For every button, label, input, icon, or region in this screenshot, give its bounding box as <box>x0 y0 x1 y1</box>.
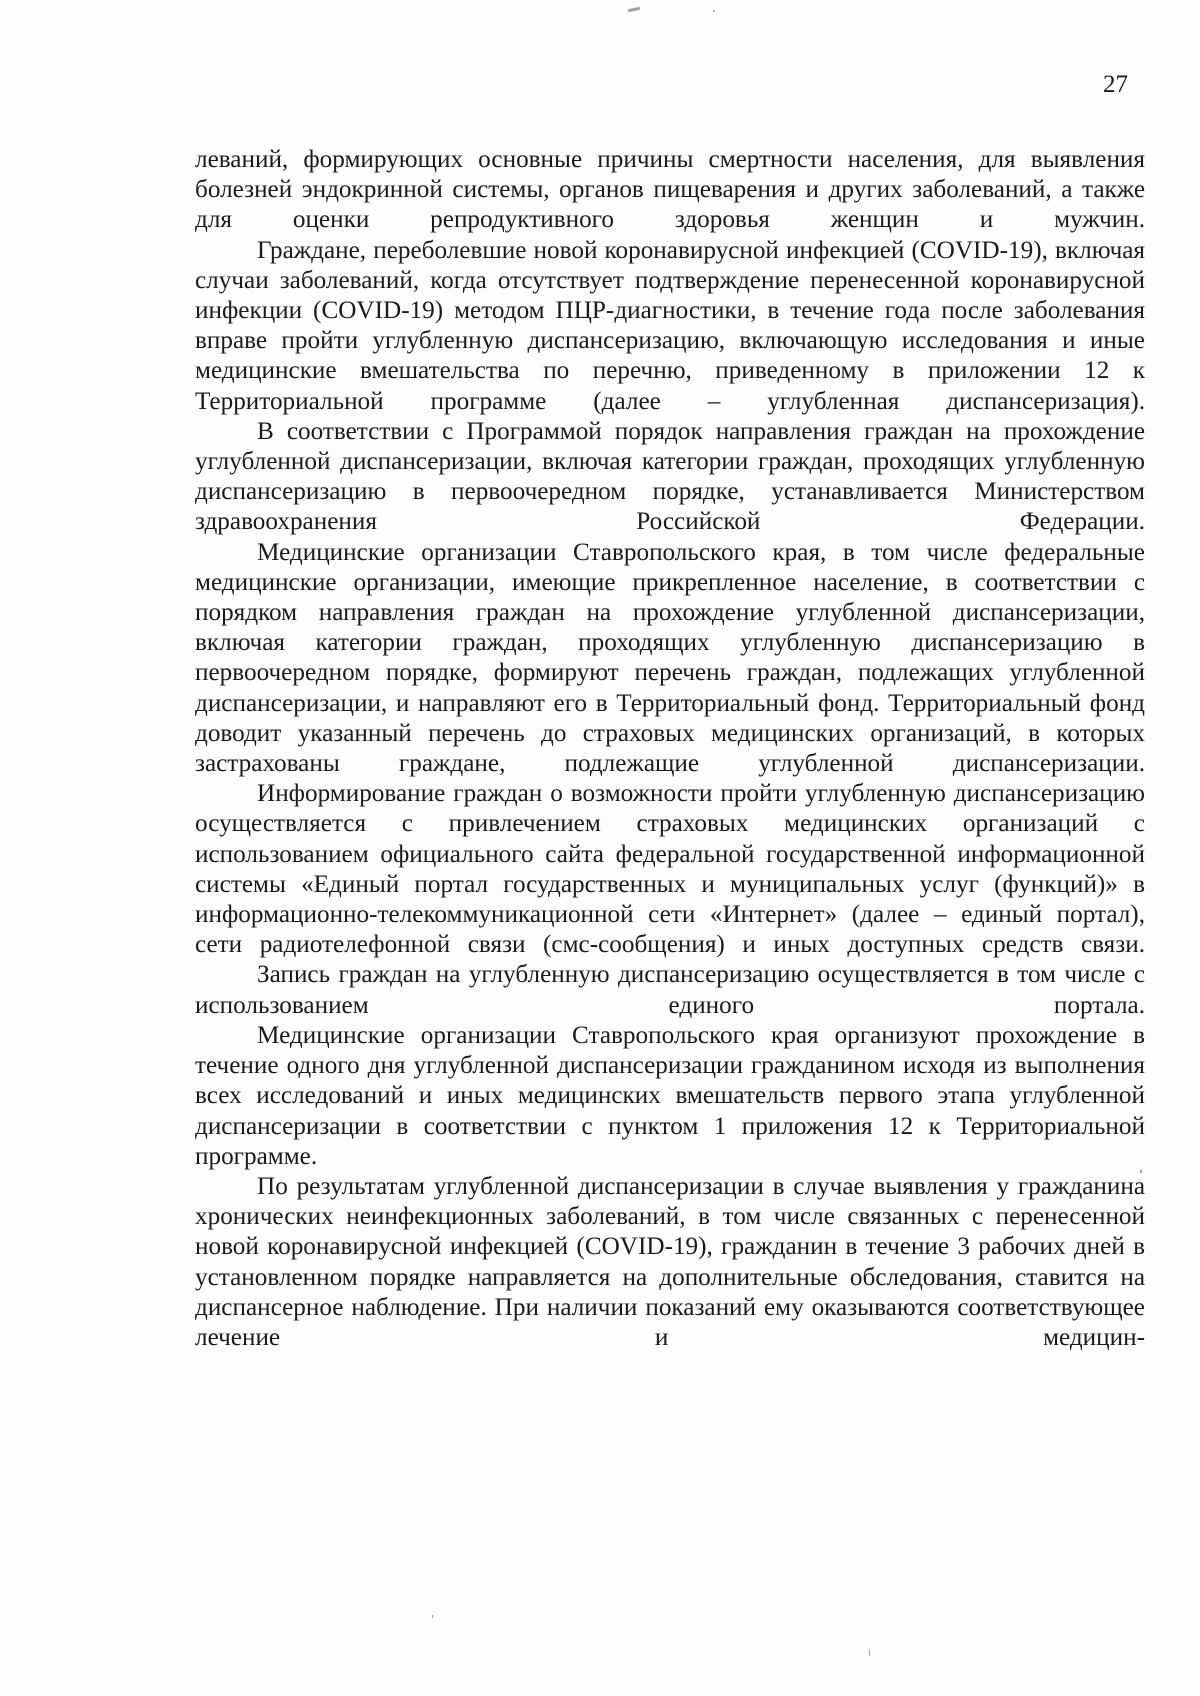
page-number: 27 <box>1103 71 1128 98</box>
paragraph: По результатам углубленной диспансеризации в случае выявления у гражданина хронических неинфекционных заболеваний, в том числе связанных с перенесенной новой коронавирусной инфекцией (COVID-19), гражданин в течение 3 рабочих дней в установленном порядке направляется на дополнительные обследования, ставится на диспансерное наблюдение. При наличии показаний ему оказываются соответствующее лечение и медицин- <box>195 1172 1145 1351</box>
scan-artifact <box>432 1615 433 1618</box>
scan-artifact <box>713 10 715 12</box>
paragraph: В соответствии с Программой порядок направления граждан на прохождение углубленной диспансеризации, включая категории граждан, проходящих углубленную диспансеризацию в первоочередном порядке, устанавливается Министерством здравоохранения Российской Федерации. <box>195 417 1145 536</box>
paragraph-continuation: леваний, формирующих основные причины смертности населения, для выявления болезней эндокринной системы, органов пищеварения и других заболеваний, а также для оценки репродуктивного здоровья женщин и мужчин. <box>195 146 1145 234</box>
scan-artifact <box>628 7 640 12</box>
paragraph: Информирование граждан о возможности пройти углубленную диспансеризацию осуществляется с привлечением страховых медицинских организаций с использованием официального сайта федеральной государственной информационной системы «Единый портал государственных и муниципальных услуг (функций)» в информационно-телекоммуникационной сети «Интернет» (далее – единый портал), сети радиотелефонной связи (смс-сообщения) и иных доступных средств связи. <box>195 780 1145 959</box>
document-body <box>195 145 1145 1353</box>
paragraph: Медицинские организации Ставропольского края организуют прохождение в течение одного дня углубленной диспансеризации гражданином исходя из выполнения всех исследований и иных медицинских вмешательств первого этапа углубленной диспансеризации в соответствии с пунктом 1 приложения 12 к Территориальной программе. <box>195 1021 1145 1170</box>
paragraph: Граждане, переболевшие новой коронавирусной инфекцией (COVID-19), включая случаи заболеваний, когда отсутствует подтверждение перенесенной коронавирусной инфекции (COVID-19) методом ПЦР-диагностики, в течение года после заболевания вправе пройти углубленную диспансеризацию, включающую исследования и иные медицинские вмешательства по перечню, приведенному в приложении 12 к Территориальной программе (далее – углубленная диспансеризация). <box>195 236 1145 415</box>
paragraph: Запись граждан на углубленную диспансеризацию осуществляется в том числе с использованием единого портала. <box>195 961 1145 1019</box>
paragraph: Медицинские организации Ставропольского края, в том числе федеральные медицинские организации, имеющие прикрепленное население, в соответствии с порядком направления граждан на прохождение углубленной диспансеризации, включая категории граждан, проходящих углубленную диспансеризацию в первоочередном порядке, формируют перечень граждан, подлежащих углубленной диспансеризации, и направляют его в Территориальный фонд. Территориальный фонд доводит указанный перечень до страховых медицинских организаций, в которых застрахованы граждане, подлежащие углубленной диспансеризации. <box>195 538 1145 778</box>
scan-artifact <box>869 1650 870 1656</box>
